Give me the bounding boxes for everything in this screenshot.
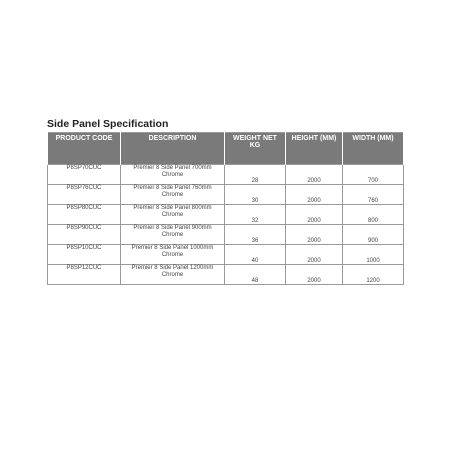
cell-height: 2000: [286, 165, 343, 185]
header-width: WIDTH (MM): [343, 133, 404, 165]
header-row: [48, 133, 404, 165]
cell-weight: 48: [225, 265, 286, 285]
cell-product-code: P8SP10CUC: [48, 245, 121, 265]
cell-description: Premier 8 Side Panel 760mm Chrome: [121, 185, 225, 205]
table-row: [48, 205, 404, 225]
cell-width: 1200: [343, 265, 404, 285]
cell-weight: 28: [225, 165, 286, 185]
cell-description: Premier 8 Side Panel 1000mm Chrome: [121, 245, 225, 265]
table-title: Side Panel Specification: [47, 118, 169, 130]
cell-weight: 36: [225, 225, 286, 245]
cell-description: Premier 8 Side Panel 800mm Chrome: [121, 205, 225, 225]
table-row: [48, 185, 404, 205]
cell-height: 2000: [286, 225, 343, 245]
table-row: [48, 165, 404, 185]
cell-product-code: P8SP70CUC: [48, 165, 121, 185]
cell-height: 2000: [286, 185, 343, 205]
cell-width: 900: [343, 225, 404, 245]
cell-weight: 40: [225, 245, 286, 265]
cell-height: 2000: [286, 245, 343, 265]
cell-weight: 32: [225, 205, 286, 225]
cell-description: Premier 8 Side Panel 1200mm Chrome: [121, 265, 225, 285]
cell-product-code: P8SP76CUC: [48, 185, 121, 205]
cell-width: 760: [343, 185, 404, 205]
cell-width: 700: [343, 165, 404, 185]
table-row: [48, 265, 404, 285]
cell-description: Premier 8 Side Panel 900mm Chrome: [121, 225, 225, 245]
cell-width: 800: [343, 205, 404, 225]
header-product-code: PRODUCT CODE: [48, 133, 121, 165]
spec-table: [47, 132, 404, 285]
cell-height: 2000: [286, 205, 343, 225]
cell-weight: 30: [225, 185, 286, 205]
cell-product-code: P8SP80CUC: [48, 205, 121, 225]
cell-height: 2000: [286, 265, 343, 285]
cell-product-code: P8SP12CUC: [48, 265, 121, 285]
header-description: DESCRIPTION: [121, 133, 225, 165]
cell-description: Premier 8 Side Panel 700mm Chrome: [121, 165, 225, 185]
header-height: HEIGHT (MM): [286, 133, 343, 165]
header-weight: WEIGHT NET KG: [225, 133, 286, 165]
cell-product-code: P8SP90CUC: [48, 225, 121, 245]
table-row: [48, 245, 404, 265]
table-row: [48, 225, 404, 245]
cell-width: 1000: [343, 245, 404, 265]
